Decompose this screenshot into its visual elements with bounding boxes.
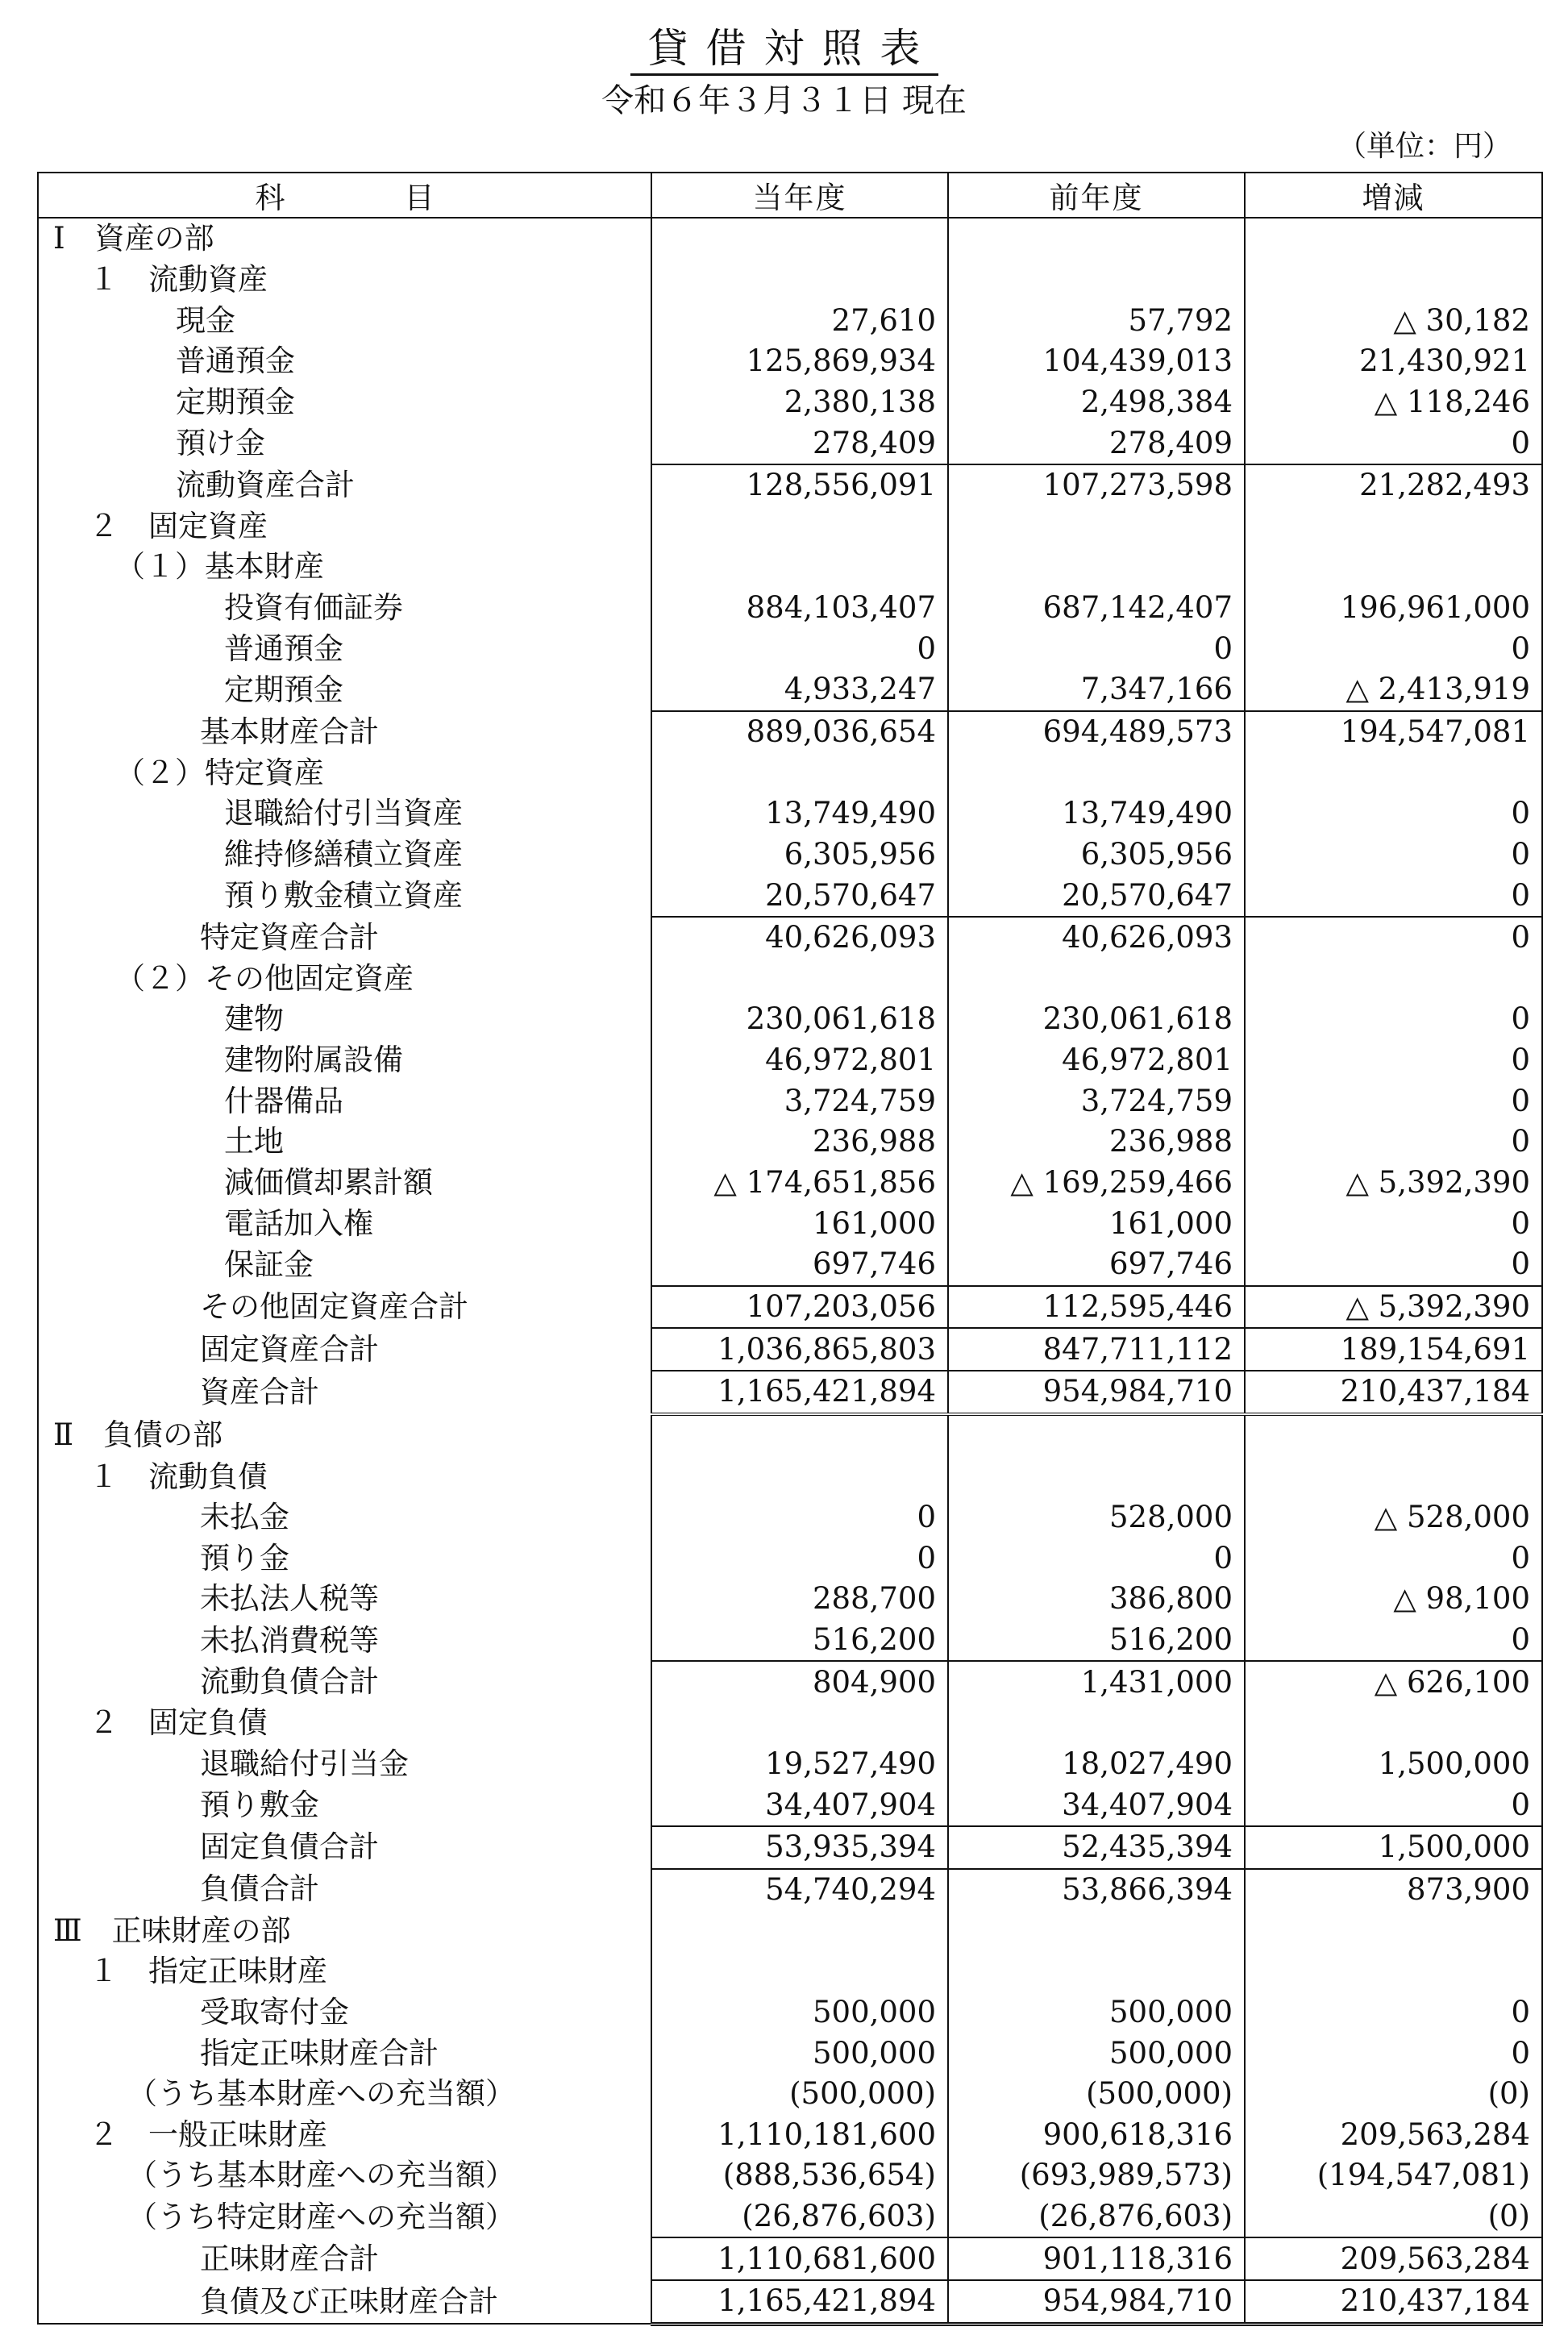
previous-year-value: 900,618,316 <box>948 2114 1245 2155</box>
current-year-value <box>651 547 948 588</box>
document-title: 貸借対照表 <box>0 23 1568 74</box>
current-year-value: 1,110,681,600 <box>651 2237 948 2280</box>
table-row <box>38 1122 1542 1163</box>
account-name: 流動負債合計 <box>38 1661 651 1703</box>
change-value: 0 <box>1245 835 1542 876</box>
account-name: （うち特定財産への充当額） <box>38 2196 651 2238</box>
change-value: △ 528,000 <box>1245 1497 1542 1538</box>
table-row <box>38 1744 1542 1785</box>
current-year-value: 1,165,421,894 <box>651 1371 948 1414</box>
account-name: 普通預金 <box>38 628 651 669</box>
table-row <box>38 2196 1542 2238</box>
table-row <box>38 300 1542 341</box>
table-row <box>38 2033 1542 2074</box>
account-name: 特定資産合計 <box>38 917 651 959</box>
change-value: 0 <box>1245 1080 1542 1122</box>
change-value: 0 <box>1245 422 1542 464</box>
change-value <box>1245 1703 1542 1744</box>
table-row <box>38 793 1542 835</box>
change-value: 0 <box>1245 917 1542 959</box>
previous-year-value: 230,061,618 <box>948 999 1245 1040</box>
account-name: 普通預金 <box>38 341 651 382</box>
previous-year-value: 500,000 <box>948 1992 1245 2033</box>
account-name: 預け金 <box>38 422 651 464</box>
account-name: 基本財産合計 <box>38 711 651 753</box>
account-name: （２）特定資産 <box>38 752 651 793</box>
change-value: (0) <box>1245 2196 1542 2238</box>
change-value <box>1245 1456 1542 1497</box>
account-name: ２ 一般正味財産 <box>38 2114 651 2155</box>
previous-year-value <box>948 506 1245 547</box>
table-row <box>38 1869 1542 1911</box>
change-value: 21,282,493 <box>1245 464 1542 506</box>
current-year-value: 4,933,247 <box>651 669 948 711</box>
previous-year-value: 0 <box>948 628 1245 669</box>
account-name: 負債合計 <box>38 1869 651 1911</box>
change-value <box>1245 752 1542 793</box>
table-row <box>38 422 1542 464</box>
change-value: 0 <box>1245 999 1542 1040</box>
current-year-value: 27,610 <box>651 300 948 341</box>
account-name: その他固定資産合計 <box>38 1286 651 1329</box>
change-value: 194,547,081 <box>1245 711 1542 753</box>
change-value <box>1245 1414 1542 1457</box>
current-year-value: 6,305,956 <box>651 835 948 876</box>
table-row <box>38 1951 1542 1992</box>
previous-year-value: 161,000 <box>948 1203 1245 1244</box>
table-body <box>38 218 1542 2324</box>
previous-year-value: 694,489,573 <box>948 711 1245 753</box>
table-row <box>38 1371 1542 1414</box>
header-row <box>38 173 1542 218</box>
previous-year-value: 697,746 <box>948 1244 1245 1286</box>
account-name: 未払消費税等 <box>38 1620 651 1662</box>
current-year-value <box>651 1910 948 1951</box>
account-name: 負債及び正味財産合計 <box>38 2280 651 2324</box>
previous-year-value: △ 169,259,466 <box>948 1163 1245 1204</box>
account-name: １ 指定正味財産 <box>38 1951 651 1992</box>
current-year-value <box>651 752 948 793</box>
current-year-value: 40,626,093 <box>651 917 948 959</box>
table-row <box>38 506 1542 547</box>
account-name: 什器備品 <box>38 1080 651 1122</box>
account-name: 預り金 <box>38 1538 651 1580</box>
table-row <box>38 1328 1542 1371</box>
current-year-value: 161,000 <box>651 1203 948 1244</box>
current-year-value: 889,036,654 <box>651 711 948 753</box>
table-row <box>38 2155 1542 2196</box>
current-year-value: 20,570,647 <box>651 875 948 917</box>
current-year-value: 500,000 <box>651 1992 948 2033</box>
table-row <box>38 382 1542 423</box>
change-value <box>1245 506 1542 547</box>
account-name: Ⅱ 負債の部 <box>38 1414 651 1457</box>
previous-year-value: 52,435,394 <box>948 1826 1245 1869</box>
account-name: 未払法人税等 <box>38 1579 651 1620</box>
change-value: 209,563,284 <box>1245 2114 1542 2155</box>
account-name: １ 流動負債 <box>38 1456 651 1497</box>
previous-year-value: 500,000 <box>948 2033 1245 2074</box>
header-previous-year: 前年度 <box>948 173 1245 218</box>
table-row <box>38 1579 1542 1620</box>
account-name: 土地 <box>38 1122 651 1163</box>
table-row <box>38 1163 1542 1204</box>
current-year-value: 500,000 <box>651 2033 948 2074</box>
previous-year-value: 901,118,316 <box>948 2237 1245 2280</box>
header-current-year: 当年度 <box>651 173 948 218</box>
account-name: （うち基本財産への充当額） <box>38 2074 651 2115</box>
previous-year-value <box>948 547 1245 588</box>
current-year-value: 34,407,904 <box>651 1784 948 1826</box>
change-value: △ 118,246 <box>1245 382 1542 423</box>
as-of-date: 令和６年３月３１日 現在 <box>601 82 967 119</box>
account-name: 建物 <box>38 999 651 1040</box>
current-year-value: 0 <box>651 1497 948 1538</box>
table-row <box>38 2114 1542 2155</box>
change-value: 189,154,691 <box>1245 1328 1542 1371</box>
previous-year-value: 7,347,166 <box>948 669 1245 711</box>
current-year-value: 288,700 <box>651 1579 948 1620</box>
current-year-value: 13,749,490 <box>651 793 948 835</box>
previous-year-value: 0 <box>948 1538 1245 1580</box>
current-year-value: 125,869,934 <box>651 341 948 382</box>
previous-year-value: 528,000 <box>948 1497 1245 1538</box>
table-row <box>38 2074 1542 2115</box>
change-value: 210,437,184 <box>1245 1371 1542 1414</box>
account-name: 退職給付引当資産 <box>38 793 651 835</box>
change-value <box>1245 959 1542 1000</box>
account-name: 流動資産合計 <box>38 464 651 506</box>
account-name: Ⅲ 正味財産の部 <box>38 1910 651 1951</box>
table-row <box>38 588 1542 629</box>
account-name: Ⅰ 資産の部 <box>38 218 651 260</box>
table-row <box>38 1244 1542 1286</box>
change-value: 0 <box>1245 793 1542 835</box>
current-year-value <box>651 959 948 1000</box>
change-value <box>1245 1951 1542 1992</box>
previous-year-value: 687,142,407 <box>948 588 1245 629</box>
change-value: 1,500,000 <box>1245 1744 1542 1785</box>
change-value: (194,547,081) <box>1245 2155 1542 2196</box>
table-row <box>38 1040 1542 1081</box>
current-year-value: (500,000) <box>651 2074 948 2115</box>
account-name: 維持修繕積立資産 <box>38 835 651 876</box>
current-year-value: 516,200 <box>651 1620 948 1662</box>
table-row <box>38 260 1542 301</box>
previous-year-value: 20,570,647 <box>948 875 1245 917</box>
change-value <box>1245 260 1542 301</box>
previous-year-value: 847,711,112 <box>948 1328 1245 1371</box>
account-name: 受取寄付金 <box>38 1992 651 2033</box>
change-value: 210,437,184 <box>1245 2280 1542 2324</box>
account-name: 建物附属設備 <box>38 1040 651 1081</box>
current-year-value: 2,380,138 <box>651 382 948 423</box>
previous-year-value: 112,595,446 <box>948 1286 1245 1329</box>
table-row <box>38 1538 1542 1580</box>
table-row <box>38 917 1542 959</box>
table-row <box>38 1661 1542 1703</box>
previous-year-value: (26,876,603) <box>948 2196 1245 2238</box>
previous-year-value: 278,409 <box>948 422 1245 464</box>
current-year-value <box>651 218 948 260</box>
header-change: 増減 <box>1245 173 1542 218</box>
current-year-value: 53,935,394 <box>651 1826 948 1869</box>
account-name: 定期預金 <box>38 669 651 711</box>
account-name: 正味財産合計 <box>38 2237 651 2280</box>
previous-year-value: 13,749,490 <box>948 793 1245 835</box>
previous-year-value: 57,792 <box>948 300 1245 341</box>
current-year-value: 236,988 <box>651 1122 948 1163</box>
change-value: 0 <box>1245 1244 1542 1286</box>
table-row <box>38 1910 1542 1951</box>
current-year-value: 230,061,618 <box>651 999 948 1040</box>
unit-label: （単位：円） <box>1337 130 1512 163</box>
previous-year-value: 3,724,759 <box>948 1080 1245 1122</box>
previous-year-value: 104,439,013 <box>948 341 1245 382</box>
table-row <box>38 999 1542 1040</box>
current-year-value: 1,110,181,600 <box>651 2114 948 2155</box>
account-name: （２）その他固定資産 <box>38 959 651 1000</box>
account-name: （うち基本財産への充当額） <box>38 2155 651 2196</box>
previous-year-value: 46,972,801 <box>948 1040 1245 1081</box>
current-year-value: 107,203,056 <box>651 1286 948 1329</box>
change-value: 0 <box>1245 1784 1542 1826</box>
previous-year-value: 386,800 <box>948 1579 1245 1620</box>
table-row <box>38 341 1542 382</box>
current-year-value: 1,165,421,894 <box>651 2280 948 2324</box>
balance-sheet-table <box>37 172 1543 2326</box>
previous-year-value: (500,000) <box>948 2074 1245 2115</box>
account-name: 未払金 <box>38 1497 651 1538</box>
change-value: 873,900 <box>1245 1869 1542 1911</box>
change-value <box>1245 547 1542 588</box>
previous-year-value <box>948 218 1245 260</box>
previous-year-value <box>948 1951 1245 1992</box>
change-value: △ 2,413,919 <box>1245 669 1542 711</box>
change-value: 1,500,000 <box>1245 1826 1542 1869</box>
previous-year-value: 18,027,490 <box>948 1744 1245 1785</box>
change-value: 0 <box>1245 628 1542 669</box>
previous-year-value: 53,866,394 <box>948 1869 1245 1911</box>
current-year-value: 0 <box>651 1538 948 1580</box>
current-year-value <box>651 1703 948 1744</box>
previous-year-value: (693,989,573) <box>948 2155 1245 2196</box>
previous-year-value: 516,200 <box>948 1620 1245 1662</box>
previous-year-value: 34,407,904 <box>948 1784 1245 1826</box>
account-name: （１）基本財産 <box>38 547 651 588</box>
header-account: 科 目 <box>38 173 651 218</box>
previous-year-value <box>948 752 1245 793</box>
current-year-value: (26,876,603) <box>651 2196 948 2238</box>
table-row <box>38 959 1542 1000</box>
current-year-value <box>651 260 948 301</box>
table-row <box>38 711 1542 753</box>
current-year-value: 19,527,490 <box>651 1744 948 1785</box>
change-value: (0) <box>1245 2074 1542 2115</box>
change-value: △ 30,182 <box>1245 300 1542 341</box>
table-row <box>38 464 1542 506</box>
change-value: 0 <box>1245 1538 1542 1580</box>
account-name: 定期預金 <box>38 382 651 423</box>
change-value: 196,961,000 <box>1245 588 1542 629</box>
account-name: 保証金 <box>38 1244 651 1286</box>
account-name: １ 流動資産 <box>38 260 651 301</box>
current-year-value: 697,746 <box>651 1244 948 1286</box>
current-year-value: 804,900 <box>651 1661 948 1703</box>
table-row <box>38 835 1542 876</box>
previous-year-value: 1,431,000 <box>948 1661 1245 1703</box>
current-year-value: (888,536,654) <box>651 2155 948 2196</box>
account-name: 預り敷金積立資産 <box>38 875 651 917</box>
table-row <box>38 1286 1542 1329</box>
current-year-value: 0 <box>651 628 948 669</box>
change-value: △ 98,100 <box>1245 1579 1542 1620</box>
previous-year-value <box>948 1910 1245 1951</box>
current-year-value: △ 174,651,856 <box>651 1163 948 1204</box>
table-row <box>38 1456 1542 1497</box>
change-value <box>1245 1910 1542 1951</box>
change-value <box>1245 218 1542 260</box>
table-row <box>38 547 1542 588</box>
current-year-value: 54,740,294 <box>651 1869 948 1911</box>
change-value: △ 5,392,390 <box>1245 1286 1542 1329</box>
account-name: 預り敷金 <box>38 1784 651 1826</box>
table-row <box>38 1703 1542 1744</box>
current-year-value <box>651 506 948 547</box>
previous-year-value: 6,305,956 <box>948 835 1245 876</box>
change-value: 209,563,284 <box>1245 2237 1542 2280</box>
table-row <box>38 752 1542 793</box>
table-row <box>38 1784 1542 1826</box>
current-year-value: 46,972,801 <box>651 1040 948 1081</box>
table-row <box>38 1497 1542 1538</box>
table-row <box>38 2237 1542 2280</box>
change-value: 0 <box>1245 2033 1542 2074</box>
change-value: △ 626,100 <box>1245 1661 1542 1703</box>
table-row <box>38 1826 1542 1869</box>
change-value: 0 <box>1245 1122 1542 1163</box>
change-value: 0 <box>1245 1203 1542 1244</box>
current-year-value: 128,556,091 <box>651 464 948 506</box>
previous-year-value: 236,988 <box>948 1122 1245 1163</box>
table-row <box>38 1992 1542 2033</box>
previous-year-value <box>948 1456 1245 1497</box>
current-year-value <box>651 1951 948 1992</box>
change-value: 21,430,921 <box>1245 341 1542 382</box>
account-name: 減価償却累計額 <box>38 1163 651 1204</box>
change-value: 0 <box>1245 1620 1542 1662</box>
account-name: 電話加入権 <box>38 1203 651 1244</box>
previous-year-value: 40,626,093 <box>948 917 1245 959</box>
account-name: ２ 固定資産 <box>38 506 651 547</box>
table-row <box>38 2280 1542 2324</box>
current-year-value <box>651 1414 948 1457</box>
current-year-value: 1,036,865,803 <box>651 1328 948 1371</box>
change-value: 0 <box>1245 1040 1542 1081</box>
previous-year-value <box>948 260 1245 301</box>
previous-year-value <box>948 959 1245 1000</box>
previous-year-value: 107,273,598 <box>948 464 1245 506</box>
account-name: 退職給付引当金 <box>38 1744 651 1785</box>
previous-year-value: 954,984,710 <box>948 2280 1245 2324</box>
table-row <box>38 628 1542 669</box>
account-name: 固定資産合計 <box>38 1328 651 1371</box>
table-row <box>38 1080 1542 1122</box>
account-name: 資産合計 <box>38 1371 651 1414</box>
previous-year-value: 954,984,710 <box>948 1371 1245 1414</box>
account-name: 投資有価証券 <box>38 588 651 629</box>
current-year-value: 278,409 <box>651 422 948 464</box>
table-row <box>38 669 1542 711</box>
previous-year-value <box>948 1703 1245 1744</box>
table-row <box>38 218 1542 260</box>
change-value: 0 <box>1245 875 1542 917</box>
table-row <box>38 1414 1542 1457</box>
change-value: 0 <box>1245 1992 1542 2033</box>
table-row <box>38 875 1542 917</box>
previous-year-value <box>948 1414 1245 1457</box>
account-name: 固定負債合計 <box>38 1826 651 1869</box>
account-name: 指定正味財産合計 <box>38 2033 651 2074</box>
current-year-value: 3,724,759 <box>651 1080 948 1122</box>
previous-year-value: 2,498,384 <box>948 382 1245 423</box>
table-row <box>38 1620 1542 1662</box>
account-name: ２ 固定負債 <box>38 1703 651 1744</box>
account-name: 現金 <box>38 300 651 341</box>
table-row <box>38 1203 1542 1244</box>
current-year-value <box>651 1456 948 1497</box>
change-value: △ 5,392,390 <box>1245 1163 1542 1204</box>
current-year-value: 884,103,407 <box>651 588 948 629</box>
